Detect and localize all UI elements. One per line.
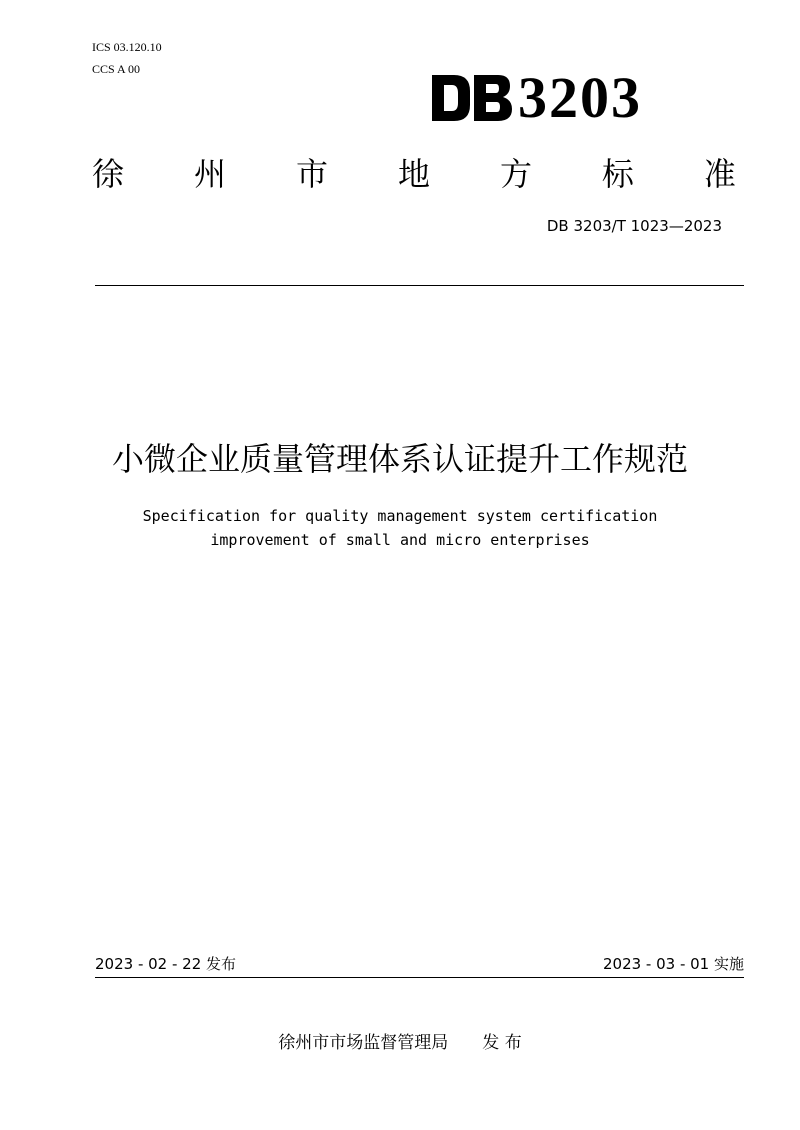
document-title-en-line1: Specification for quality management system certification	[142, 507, 658, 525]
standard-title-char: 州	[193, 155, 226, 193]
issuer-action: 发 布	[482, 1033, 522, 1053]
standard-code: DB 3203/T 1023—2023	[546, 217, 722, 235]
top-divider	[95, 285, 744, 286]
standard-title-char: 徐	[92, 155, 125, 193]
db-logo	[430, 65, 642, 130]
standard-type-title	[92, 152, 736, 196]
bottom-divider	[95, 977, 744, 978]
issuing-authority	[0, 1032, 800, 1054]
ccs-code: CCS A 00	[92, 62, 141, 76]
document-title-zh: 小微企业质量管理体系认证提升工作规范	[111, 440, 688, 478]
issue-date: 2023 - 02 - 22 发布	[95, 955, 237, 973]
ics-code: ICS 03.120.10	[92, 40, 162, 54]
issuer-name: 徐州市市场监督管理局	[278, 1033, 449, 1053]
standard-title-char: 标	[601, 155, 634, 193]
standard-title-char: 市	[295, 155, 328, 193]
standard-title-char: 地	[397, 155, 430, 193]
standard-title-char: 方	[499, 155, 532, 193]
document-title-en-line2: improvement of small and micro enterprises	[210, 531, 590, 549]
db-mark-logo	[430, 75, 514, 121]
standard-title-char: 准	[703, 155, 736, 193]
implementation-date: 2023 - 03 - 01 实施	[602, 955, 744, 973]
db-code-number: 3203	[518, 65, 642, 130]
